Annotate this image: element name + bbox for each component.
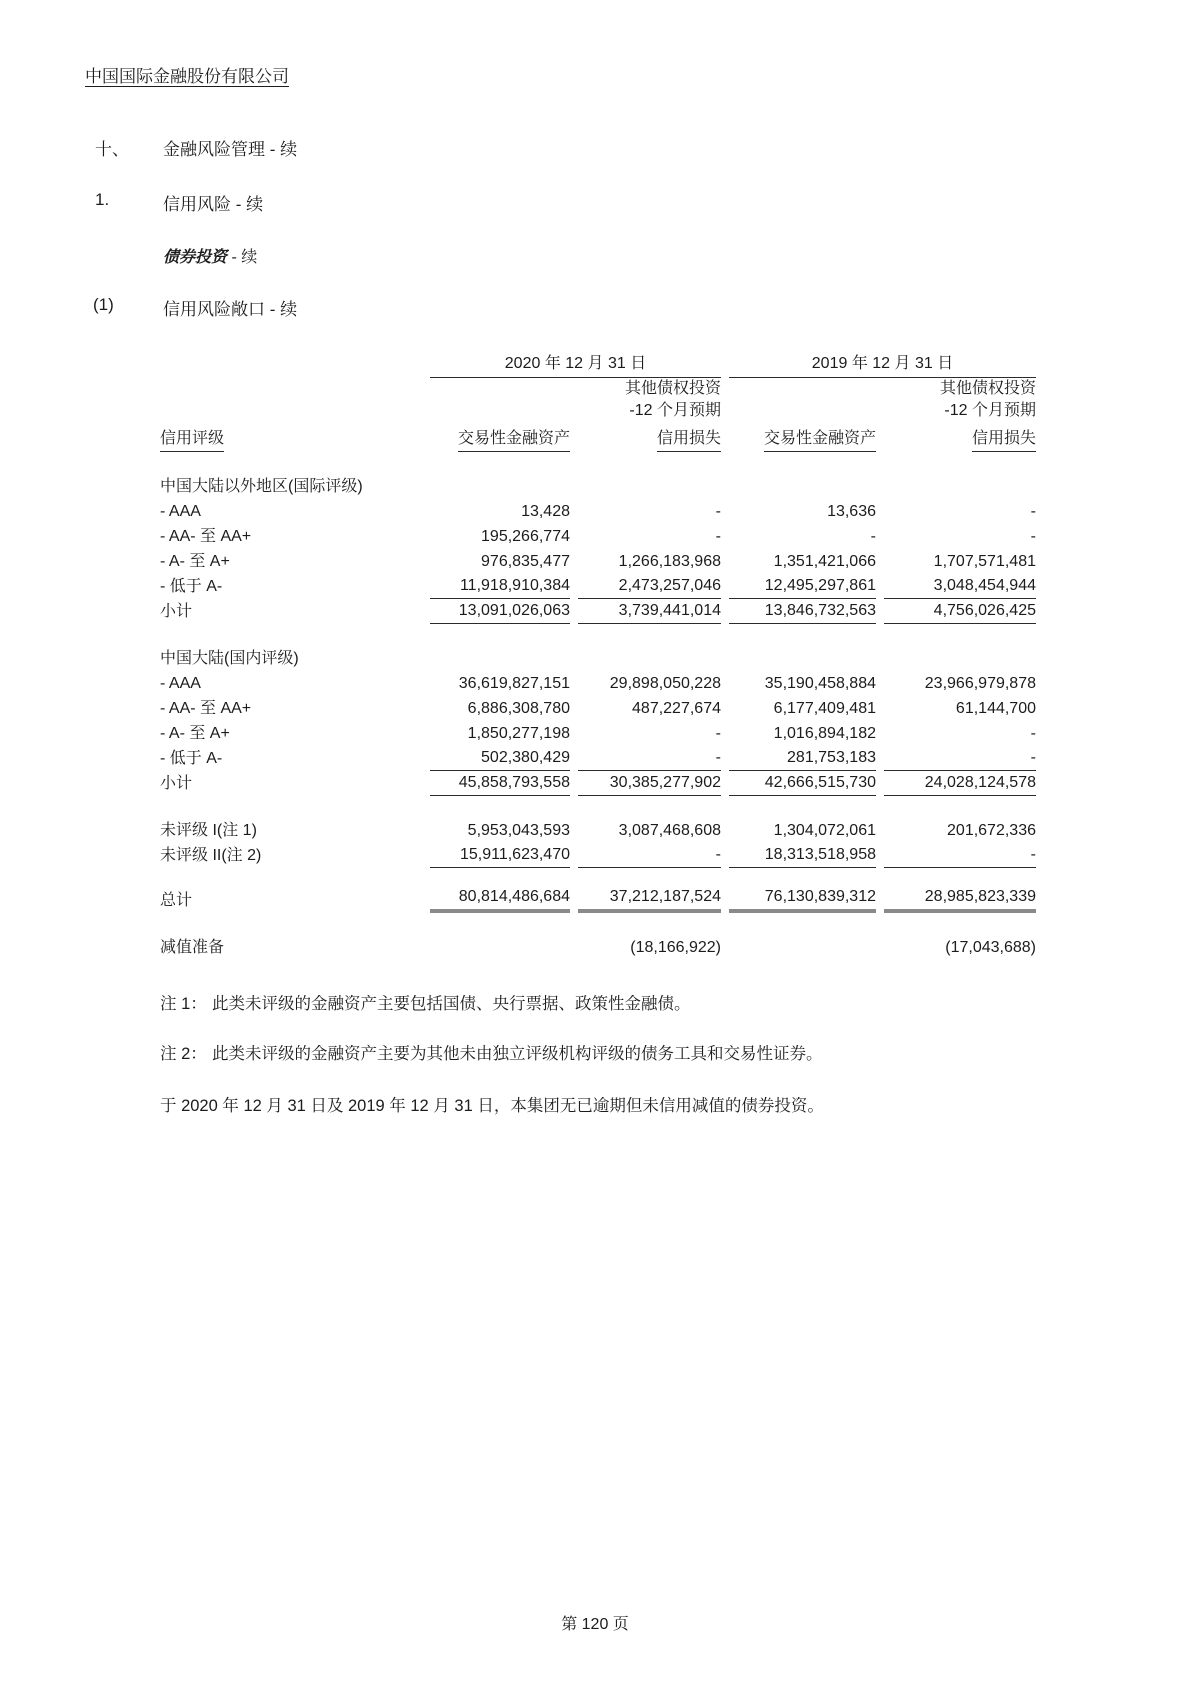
cell-value: 12,495,297,861: [729, 573, 876, 599]
impairment-row: [160, 935, 1036, 960]
row-label: 小计: [160, 603, 193, 620]
cell-value: -: [578, 745, 721, 771]
subtotal-row: [160, 771, 1036, 796]
cell-value: 13,091,026,063: [430, 598, 570, 624]
cell-value: 976,835,477: [481, 553, 570, 570]
cell-value: 42,666,515,730: [729, 770, 876, 796]
cell-value: [729, 959, 876, 960]
cell-value: 201,672,336: [947, 822, 1036, 839]
cell-value: 281,753,183: [729, 745, 876, 771]
cell-value: [430, 959, 570, 960]
section-title-domestic: 中国大陆(国内评级): [160, 650, 299, 667]
cell-value: (17,043,688): [945, 939, 1036, 956]
row-label: 小计: [160, 775, 193, 792]
other-debt-header-2020-line2: -12 个月预期: [629, 402, 721, 419]
cell-value: 5,953,043,593: [467, 822, 570, 839]
cell-value: 1,304,072,061: [773, 822, 876, 839]
section-heading: [95, 135, 1190, 160]
cell-value: 3,087,468,608: [618, 822, 721, 839]
table-subheader-row-2: [160, 400, 1036, 422]
cell-value: 502,380,429: [430, 745, 570, 771]
table-row: [160, 499, 1036, 524]
closing-paragraph: 于 2020 年 12 月 31 日及 2019 年 12 月 31 日，本集团无已逾期但未信用减值的债券投资。: [160, 1097, 824, 1115]
cell-value: 45,858,793,558: [430, 770, 570, 796]
cell-value: -: [715, 725, 721, 742]
cell-value: 2,473,257,046: [578, 573, 721, 599]
item-title: 信用风险敞口 - 续: [163, 300, 298, 319]
subtotal-row: [160, 599, 1036, 624]
bond-investment-heading: [163, 244, 1190, 267]
subsection-heading: [95, 190, 1190, 215]
cell-value: 61,144,700: [955, 700, 1036, 717]
cell-value: 15,911,623,470: [430, 842, 570, 868]
cell-value: 30,385,277,902: [578, 770, 721, 796]
note-1-text: 此类未评级的金融资产主要包括国债、央行票据、政策性金融债。: [212, 995, 691, 1013]
row-label: - AAA: [160, 675, 201, 692]
cell-value: -: [1030, 528, 1036, 545]
row-label: - AAA: [160, 503, 201, 520]
bond-investment-suffix: - 续: [227, 249, 258, 266]
cell-value: 80,814,486,684: [430, 884, 570, 913]
item-number: (1): [93, 295, 114, 314]
row-label: - 低于 A-: [160, 578, 223, 595]
section-number: 十、: [95, 140, 129, 159]
section-title-international: 中国大陆以外地区(国际评级): [160, 478, 363, 495]
credit-rating-table: [160, 346, 1036, 960]
table-row: [160, 524, 1036, 549]
cell-value: 18,313,518,958: [729, 842, 876, 868]
note-2-text: 此类未评级的金融资产主要为其他未由独立评级机构评级的债务工具和交易性证券。: [212, 1045, 823, 1063]
column-header-credit-loss-2019: 信用损失: [972, 425, 1036, 452]
cell-value: 1,266,183,968: [618, 553, 721, 570]
page-number: 第 120 页: [561, 1616, 629, 1633]
table-date-header-row: [160, 346, 1036, 378]
cell-value: 13,636: [827, 503, 876, 520]
cell-value: 37,212,187,524: [578, 884, 721, 913]
cell-value: 11,918,910,384: [430, 573, 570, 599]
subsection-number: 1.: [95, 190, 110, 209]
cell-value: 36,619,827,151: [458, 675, 570, 692]
row-label: 未评级 II(注 2): [160, 847, 262, 864]
cell-value: 29,898,050,228: [609, 675, 721, 692]
item-heading: [93, 295, 1190, 320]
unrated-row-2: [160, 843, 1036, 868]
cell-value: 28,985,823,339: [884, 884, 1036, 913]
row-label: - A- 至 A+: [160, 553, 230, 570]
column-header-trading-assets-2019: 交易性金融资产: [764, 425, 876, 452]
other-debt-header-2019-line2: -12 个月预期: [944, 402, 1036, 419]
cell-value: -: [715, 528, 721, 545]
table-row: [160, 696, 1036, 721]
column-header-trading-assets-2020: 交易性金融资产: [458, 425, 570, 452]
other-debt-header-2019-line1: 其他债权投资: [939, 380, 1036, 397]
row-label: - AA- 至 AA+: [160, 528, 252, 545]
cell-value: -: [1030, 725, 1036, 742]
cell-value: -: [715, 503, 721, 520]
cell-value: 1,016,894,182: [773, 725, 876, 742]
table-row: [160, 549, 1036, 574]
cell-value: 13,428: [521, 503, 570, 520]
cell-value: 35,190,458,884: [764, 675, 876, 692]
cell-value: 23,966,979,878: [924, 675, 1036, 692]
table-row: [160, 671, 1036, 696]
cell-value: 487,227,674: [632, 700, 721, 717]
cell-value: 1,850,277,198: [467, 725, 570, 742]
note-2: [160, 1040, 1190, 1064]
date-header-2020: 2020 年 12 月 31 日: [430, 350, 721, 378]
row-label: - 低于 A-: [160, 750, 223, 767]
note-1-number: 注 1：: [160, 995, 207, 1013]
table-row: [160, 574, 1036, 599]
row-label: 未评级 I(注 1): [160, 822, 257, 839]
column-header-credit-rating: 信用评级: [160, 425, 224, 452]
cell-value: (18,166,922): [630, 939, 721, 956]
row-label: 总计: [160, 892, 193, 909]
row-label: - A- 至 A+: [160, 725, 230, 742]
cell-value: 6,177,409,481: [773, 700, 876, 717]
table-row: [160, 746, 1036, 771]
cell-value: 1,707,571,481: [933, 553, 1036, 570]
cell-value: -: [578, 842, 721, 868]
table-subheader-row-1: [160, 378, 1036, 400]
cell-value: -: [884, 745, 1036, 771]
cell-value: 4,756,026,425: [884, 598, 1036, 624]
cell-value: -: [1030, 503, 1036, 520]
note-2-number: 注 2：: [160, 1045, 207, 1063]
date-header-2019: 2019 年 12 月 31 日: [729, 350, 1036, 378]
cell-value: -: [884, 842, 1036, 868]
total-row: [160, 888, 1036, 913]
cell-value: -: [870, 528, 876, 545]
column-header-credit-loss-2020: 信用损失: [657, 425, 721, 452]
row-label: 减值准备: [160, 939, 225, 956]
cell-value: 6,886,308,780: [467, 700, 570, 717]
cell-value: 1,351,421,066: [773, 553, 876, 570]
cell-value: 76,130,839,312: [729, 884, 876, 913]
subsection-title: 信用风险 - 续: [163, 195, 264, 214]
company-name: 中国国际金融股份有限公司: [85, 67, 289, 86]
cell-value: 13,846,732,563: [729, 598, 876, 624]
table-row: [160, 721, 1036, 746]
section-title: 金融风险管理 - 续: [163, 140, 298, 159]
unrated-row-1: [160, 818, 1036, 843]
bond-investment-title: 债券投资: [163, 249, 228, 266]
row-label: - AA- 至 AA+: [160, 700, 252, 717]
cell-value: 3,739,441,014: [578, 598, 721, 624]
note-1: [160, 990, 1190, 1014]
cell-value: 3,048,454,944: [884, 573, 1036, 599]
cell-value: 24,028,124,578: [884, 770, 1036, 796]
other-debt-header-2020-line1: 其他债权投资: [624, 380, 721, 397]
cell-value: 195,266,774: [481, 528, 570, 545]
table-column-header-row: [160, 422, 1036, 452]
